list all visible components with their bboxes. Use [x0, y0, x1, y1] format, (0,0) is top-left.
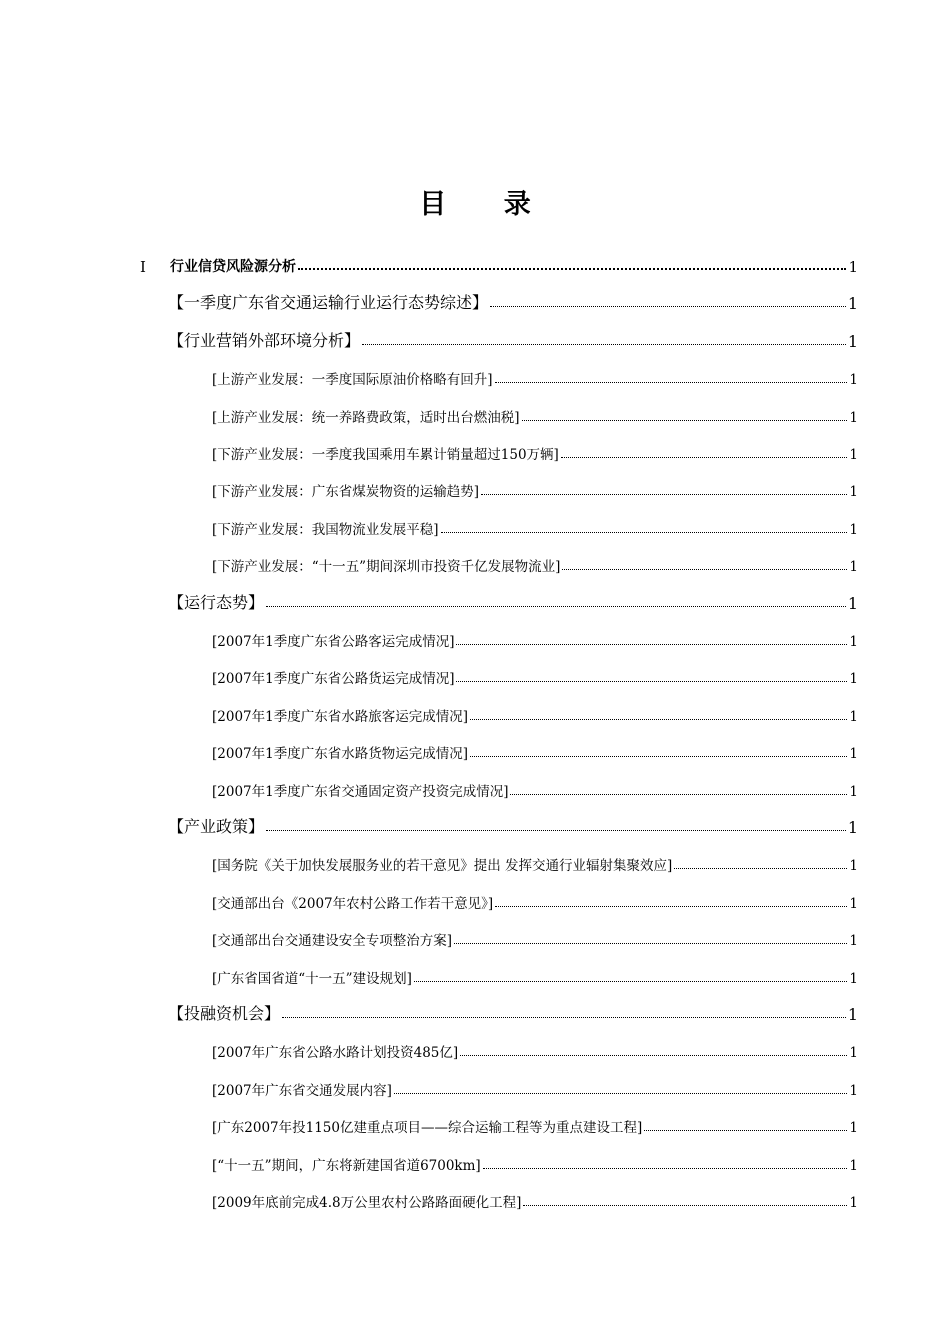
- dot-leader: [523, 1205, 847, 1206]
- dot-leader: [495, 382, 848, 383]
- toc-entry-page-number: 1: [849, 933, 858, 950]
- toc-entry[interactable]: [0, 585, 950, 613]
- toc-entry-label: [下游产业发展：广东省煤炭物资的运输趋势]: [212, 484, 480, 501]
- toc-entry[interactable]: [0, 360, 950, 388]
- toc-entry[interactable]: [0, 510, 950, 538]
- toc-entry-page-number: 1: [849, 447, 858, 463]
- dot-leader: [394, 1093, 848, 1094]
- toc-entry-page-number: 1: [849, 1195, 858, 1211]
- toc-entry-label: [2007年1季度广东省水路货物运完成情况]: [212, 746, 468, 763]
- dot-leader: [674, 868, 847, 869]
- toc-entry-label: 【投融资机会】: [168, 1004, 281, 1023]
- dot-leader: [510, 794, 847, 795]
- dot-leader: [470, 719, 847, 720]
- toc-entry-label: [上游产业发展：一季度国际原油价格略有回升]: [212, 372, 493, 389]
- toc-entry[interactable]: [0, 1146, 950, 1174]
- toc-entry-page-number: 1: [849, 634, 858, 650]
- toc-entry-label: [2007年广东省交通发展内容]: [212, 1082, 392, 1099]
- toc-entry[interactable]: [0, 323, 950, 351]
- toc-entry-page-number: 1: [849, 708, 858, 725]
- toc-entry[interactable]: [0, 996, 950, 1024]
- dot-leader: [266, 606, 846, 607]
- dot-leader: [470, 756, 847, 757]
- dot-leader: [441, 532, 848, 533]
- dot-leader: [454, 943, 847, 944]
- toc-entry[interactable]: [0, 959, 950, 987]
- toc-entry-page-number: 1: [849, 1082, 858, 1099]
- dot-leader: [456, 681, 847, 682]
- toc-entry-page-number: 1: [849, 484, 858, 501]
- toc-entry-page-number: 1: [849, 970, 858, 987]
- toc-entry[interactable]: [0, 248, 950, 276]
- toc-entry[interactable]: [0, 846, 950, 874]
- toc-entry-label: [下游产业发展：我国物流业发展平稳]: [212, 521, 439, 538]
- toc-entry[interactable]: [0, 734, 950, 762]
- toc-entry-label: [交通部出台《2007年农村公路工作若干意见》]: [212, 895, 494, 912]
- toc-entry[interactable]: [0, 659, 950, 687]
- toc-entry[interactable]: [0, 622, 950, 650]
- dot-leader: [266, 830, 846, 831]
- dot-leader: [282, 1017, 846, 1018]
- toc-title: 目 录: [419, 189, 555, 220]
- toc-entry[interactable]: [0, 697, 950, 725]
- toc-entry-label: [上游产业发展：统一养路费政策，适时出台燃油税]: [212, 409, 520, 426]
- toc-entry[interactable]: [0, 921, 950, 949]
- toc-entry-label: [2007年广东省公路水路计划投资485亿]: [212, 1045, 459, 1062]
- toc-entry-page-number: 1: [847, 1005, 858, 1024]
- toc-entry-page-number: 1: [849, 1157, 858, 1174]
- dot-leader: [522, 420, 848, 421]
- toc-entry[interactable]: [0, 435, 950, 463]
- dot-leader: [495, 906, 847, 907]
- dot-leader: [644, 1130, 847, 1131]
- toc-entry-label: [交通部出台交通建设安全专项整治方案]: [212, 933, 453, 950]
- dot-leader: [298, 268, 846, 270]
- toc-entry-page-number: 1: [849, 671, 858, 688]
- toc-entry[interactable]: [0, 772, 950, 800]
- toc-entry-page-number: 1: [847, 294, 858, 314]
- toc-entry[interactable]: [0, 1108, 950, 1136]
- toc-entry-label: [2007年1季度广东省水路旅客运完成情况]: [212, 708, 468, 725]
- toc-entry[interactable]: [0, 1071, 950, 1099]
- toc-entry-label: [下游产业发展：“十一五”期间深圳市投资千亿发展物流业]: [212, 559, 561, 576]
- toc-entry[interactable]: [0, 398, 950, 426]
- toc-entry-label: 【行业营销外部环境分析】: [168, 330, 361, 350]
- toc-entry-page-number: 1: [849, 1120, 858, 1137]
- toc-entry-page-number: 1: [849, 409, 858, 426]
- toc-entry[interactable]: [0, 1033, 950, 1061]
- toc-entry-page-number: 1: [849, 1045, 858, 1062]
- dot-leader: [362, 344, 846, 345]
- dot-leader: [561, 457, 848, 458]
- toc-entry-label: 【一季度广东省交通运输行业运行态势综述】: [168, 293, 489, 313]
- toc-entry-page-number: 1: [849, 521, 858, 538]
- toc-entry-page-number: 1: [847, 818, 858, 837]
- dot-leader: [562, 569, 847, 570]
- toc-entry-page-number: 1: [847, 331, 858, 351]
- toc-entry-label: [“十一五”期间，广东将新建国省道6700km]: [212, 1157, 481, 1174]
- toc-entry[interactable]: [0, 809, 950, 837]
- toc-entry-label: [2007年1季度广东省交通固定资产投资完成情况]: [212, 783, 509, 800]
- dot-leader: [483, 1168, 848, 1169]
- toc-entry[interactable]: [0, 547, 950, 575]
- toc-entry[interactable]: [0, 285, 950, 313]
- toc-entry[interactable]: [0, 472, 950, 500]
- dot-leader: [460, 1055, 847, 1056]
- toc-entry-label: [下游产业发展：一季度我国乘用车累计销量超过150万辆]: [212, 447, 559, 463]
- toc-entry-label: [广东2007年投1150亿建重点项目——综合运输工程等为重点建设工程]: [212, 1120, 643, 1137]
- toc-entry-page-number: 1: [848, 258, 858, 276]
- toc-entry-label: [国务院《关于加快发展服务业的若干意见》提出 发挥交通行业辐射集聚效应]: [212, 858, 673, 875]
- toc-entry-label: [2009年底前完成4.8万公里农村公路路面硬化工程]: [212, 1195, 522, 1211]
- dot-leader: [481, 494, 847, 495]
- toc-entry-page-number: 1: [849, 372, 858, 389]
- toc-entry-page-number: 1: [849, 746, 858, 763]
- toc-entry-label: [2007年1季度广东省公路客运完成情况]: [212, 634, 455, 650]
- toc-entry-page-number: 1: [849, 783, 858, 800]
- toc-entry-label: 【产业政策】: [168, 817, 265, 836]
- toc-entry-page-number: 1: [849, 895, 858, 912]
- toc-entry-page-number: 1: [847, 593, 858, 613]
- toc-entry[interactable]: [0, 884, 950, 912]
- toc-entry-label: [广东省国省道“十一五”建设规划]: [212, 970, 412, 987]
- toc-entry-label: 【运行态势】: [168, 592, 265, 612]
- toc-entry-number: I: [140, 258, 146, 276]
- dot-leader: [456, 644, 847, 645]
- toc-entry-label: 行业信贷风险源分析: [170, 259, 296, 275]
- dot-leader: [414, 981, 848, 982]
- toc-entry-page-number: 1: [849, 559, 858, 576]
- toc-entry-page-number: 1: [849, 858, 858, 875]
- toc-entry[interactable]: [0, 1183, 950, 1211]
- toc-entry-label: [2007年1季度广东省公路货运完成情况]: [212, 671, 455, 688]
- dot-leader: [490, 306, 846, 307]
